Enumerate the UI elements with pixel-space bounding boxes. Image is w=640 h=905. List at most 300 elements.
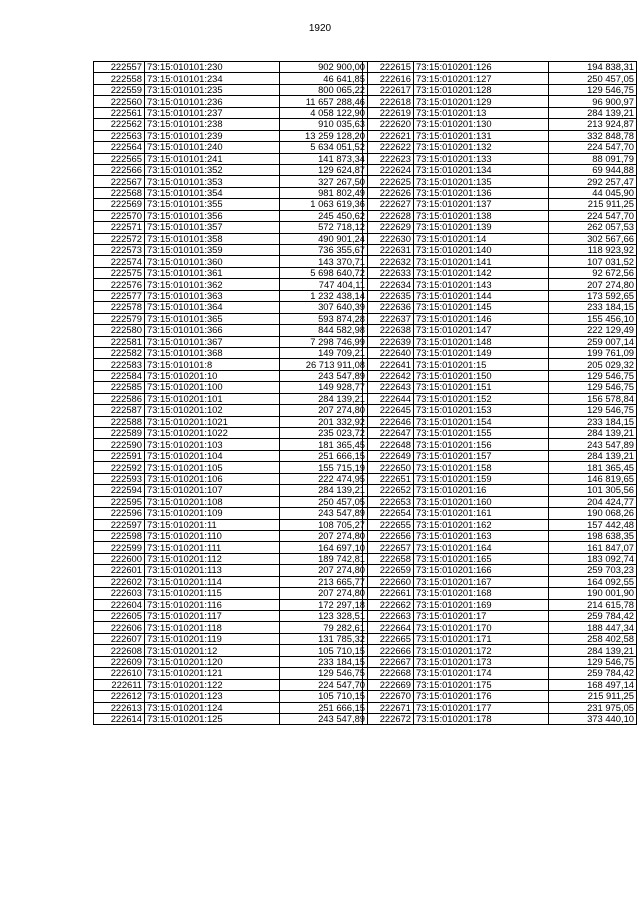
cadastral-number-cell: 73:15:010201:130 — [414, 119, 549, 130]
record-number-cell: 222613 — [94, 702, 145, 713]
record-number-cell: 222588 — [94, 416, 145, 427]
record-number-cell: 222640 — [363, 347, 414, 358]
cadastral-number-cell: 73:15:010201:1021 — [145, 416, 280, 427]
record-number-cell: 222578 — [94, 302, 145, 313]
cadastral-number-cell: 73:15:010201:115 — [145, 588, 280, 599]
record-number-cell: 222575 — [94, 267, 145, 278]
cadastral-number-cell: 73:15:010101:364 — [145, 302, 280, 313]
record-number-cell: 222633 — [363, 267, 414, 278]
record-number-cell: 222651 — [363, 473, 414, 484]
table-row — [94, 611, 368, 622]
value-cell: 207 274,80 — [280, 588, 368, 599]
table-row — [363, 656, 637, 667]
left-table — [93, 61, 368, 725]
table-row — [363, 508, 637, 519]
table-row — [363, 370, 637, 381]
value-cell: 129 546,75 — [549, 405, 637, 416]
cadastral-number-cell: 73:15:010201:173 — [414, 656, 549, 667]
record-number-cell: 222619 — [363, 107, 414, 118]
record-number-cell: 222636 — [363, 302, 414, 313]
cadastral-number-cell: 73:15:010201:167 — [414, 576, 549, 587]
table-row — [363, 96, 637, 107]
cadastral-number-cell: 73:15:010201:122 — [145, 679, 280, 690]
left-table-body — [94, 62, 368, 725]
table-row — [94, 290, 368, 301]
value-cell: 284 139,21 — [549, 450, 637, 461]
value-cell: 259 784,42 — [549, 611, 637, 622]
cadastral-number-cell: 73:15:010201:178 — [414, 713, 549, 724]
cadastral-number-cell: 73:15:010101:367 — [145, 336, 280, 347]
record-number-cell: 222652 — [363, 485, 414, 496]
table-row — [363, 142, 637, 153]
cadastral-number-cell: 73:15:010101:239 — [145, 130, 280, 141]
record-number-cell: 222660 — [363, 576, 414, 587]
cadastral-number-cell: 73:15:010201:163 — [414, 530, 549, 541]
cadastral-number-cell: 73:15:010201:116 — [145, 599, 280, 610]
record-number-cell: 222597 — [94, 519, 145, 530]
cadastral-number-cell: 73:15:010201:128 — [414, 84, 549, 95]
value-cell: 243 547,89 — [549, 439, 637, 450]
value-cell: 332 848,78 — [549, 130, 637, 141]
record-number-cell: 222615 — [363, 62, 414, 73]
value-cell: 243 547,89 — [280, 508, 368, 519]
value-cell: 243 547,89 — [280, 370, 368, 381]
table-row — [363, 611, 637, 622]
cadastral-number-cell: 73:15:010201:142 — [414, 267, 549, 278]
table-row — [94, 107, 368, 118]
cadastral-number-cell: 73:15:010201:129 — [414, 96, 549, 107]
value-cell: 129 546,75 — [549, 84, 637, 95]
cadastral-number-cell: 73:15:010101:358 — [145, 233, 280, 244]
cadastral-number-cell: 73:15:010201:164 — [414, 542, 549, 553]
record-number-cell: 222558 — [94, 73, 145, 84]
cadastral-number-cell: 73:15:010101:359 — [145, 245, 280, 256]
cadastral-number-cell: 73:15:010201:119 — [145, 633, 280, 644]
value-cell: 251 666,15 — [280, 702, 368, 713]
record-number-cell: 222643 — [363, 382, 414, 393]
value-cell: 101 305,56 — [549, 485, 637, 496]
cadastral-number-cell: 73:15:010201:118 — [145, 622, 280, 633]
table-row — [94, 245, 368, 256]
cadastral-number-cell: 73:15:010201:170 — [414, 622, 549, 633]
cadastral-number-cell: 73:15:010201:143 — [414, 279, 549, 290]
cadastral-number-cell: 73:15:010201:156 — [414, 439, 549, 450]
value-cell: 259 784,42 — [549, 668, 637, 679]
value-cell: 215 911,25 — [549, 199, 637, 210]
page-number: 1920 — [308, 23, 332, 34]
value-cell: 844 582,98 — [280, 325, 368, 336]
cadastral-number-cell: 73:15:010201:172 — [414, 645, 549, 656]
table-row — [94, 588, 368, 599]
table-row — [363, 416, 637, 427]
record-number-cell: 222569 — [94, 199, 145, 210]
cadastral-number-cell: 73:15:010201:126 — [414, 62, 549, 73]
cadastral-number-cell: 73:15:010101:356 — [145, 210, 280, 221]
cadastral-number-cell: 73:15:010201:169 — [414, 599, 549, 610]
table-row — [94, 691, 368, 702]
value-cell: 1 063 619,36 — [280, 199, 368, 210]
record-number-cell: 222642 — [363, 370, 414, 381]
cadastral-number-cell: 73:15:010201:1022 — [145, 428, 280, 439]
cadastral-number-cell: 73:15:010201:135 — [414, 176, 549, 187]
cadastral-number-cell: 73:15:010201:151 — [414, 382, 549, 393]
value-cell: 258 402,58 — [549, 633, 637, 644]
value-cell: 123 328,51 — [280, 611, 368, 622]
record-number-cell: 222672 — [363, 713, 414, 724]
table-row — [363, 199, 637, 210]
cadastral-number-cell: 73:15:010101:362 — [145, 279, 280, 290]
table-row — [363, 576, 637, 587]
record-number-cell: 222666 — [363, 645, 414, 656]
value-cell: 250 457,05 — [549, 73, 637, 84]
cadastral-number-cell: 73:15:010201:114 — [145, 576, 280, 587]
cadastral-number-cell: 73:15:010201:162 — [414, 519, 549, 530]
value-cell: 146 819,65 — [549, 473, 637, 484]
cadastral-number-cell: 73:15:010201:120 — [145, 656, 280, 667]
value-cell: 172 297,18 — [280, 599, 368, 610]
table-row — [363, 313, 637, 324]
table-row — [94, 702, 368, 713]
table-row — [363, 347, 637, 358]
table-row — [363, 210, 637, 221]
value-cell: 207 274,80 — [280, 565, 368, 576]
cadastral-number-cell: 73:15:010101:235 — [145, 84, 280, 95]
record-number-cell: 222638 — [363, 325, 414, 336]
record-number-cell: 222671 — [363, 702, 414, 713]
value-cell: 284 139,21 — [549, 107, 637, 118]
record-number-cell: 222601 — [94, 565, 145, 576]
table-row — [94, 519, 368, 530]
value-cell: 44 045,90 — [549, 187, 637, 198]
table-row — [94, 347, 368, 358]
record-number-cell: 222607 — [94, 633, 145, 644]
value-cell: 4 058 122,90 — [280, 107, 368, 118]
record-number-cell: 222650 — [363, 462, 414, 473]
table-row — [94, 313, 368, 324]
table-row — [363, 222, 637, 233]
table-row — [363, 462, 637, 473]
cadastral-number-cell: 73:15:010201:123 — [145, 691, 280, 702]
value-cell: 233 184,15 — [549, 416, 637, 427]
record-number-cell: 222659 — [363, 565, 414, 576]
table-row — [363, 668, 637, 679]
value-cell: 5 634 051,52 — [280, 142, 368, 153]
record-number-cell: 222559 — [94, 84, 145, 95]
value-cell: 96 900,97 — [549, 96, 637, 107]
record-number-cell: 222664 — [363, 622, 414, 633]
record-number-cell: 222608 — [94, 645, 145, 656]
record-number-cell: 222566 — [94, 164, 145, 175]
value-cell: 156 578,84 — [549, 393, 637, 404]
record-number-cell: 222644 — [363, 393, 414, 404]
table-row — [363, 542, 637, 553]
record-number-cell: 222590 — [94, 439, 145, 450]
table-row — [94, 565, 368, 576]
value-cell: 168 497,14 — [549, 679, 637, 690]
record-number-cell: 222606 — [94, 622, 145, 633]
record-number-cell: 222567 — [94, 176, 145, 187]
value-cell: 149 709,21 — [280, 347, 368, 358]
value-cell: 190 068,26 — [549, 508, 637, 519]
cadastral-number-cell: 73:15:010201:112 — [145, 553, 280, 564]
value-cell: 198 638,35 — [549, 530, 637, 541]
cadastral-number-cell: 73:15:010201:12 — [145, 645, 280, 656]
value-cell: 981 802,49 — [280, 187, 368, 198]
table-row — [94, 256, 368, 267]
record-number-cell: 222586 — [94, 393, 145, 404]
cadastral-number-cell: 73:15:010101:352 — [145, 164, 280, 175]
value-cell: 129 546,75 — [549, 370, 637, 381]
value-cell: 143 370,71 — [280, 256, 368, 267]
cadastral-number-cell: 73:15:010101:234 — [145, 73, 280, 84]
record-number-cell: 222587 — [94, 405, 145, 416]
table-row — [94, 473, 368, 484]
value-cell: 141 873,34 — [280, 153, 368, 164]
cadastral-number-cell: 73:15:010101:357 — [145, 222, 280, 233]
record-number-cell: 222653 — [363, 496, 414, 507]
record-number-cell: 222612 — [94, 691, 145, 702]
record-number-cell: 222605 — [94, 611, 145, 622]
cadastral-number-cell: 73:15:010201:107 — [145, 485, 280, 496]
cadastral-number-cell: 73:15:010101:241 — [145, 153, 280, 164]
table-row — [363, 325, 637, 336]
record-number-cell: 222581 — [94, 336, 145, 347]
table-row — [363, 359, 637, 370]
table-row — [363, 267, 637, 278]
table-row — [94, 530, 368, 541]
cadastral-number-cell: 73:15:010201:134 — [414, 164, 549, 175]
cadastral-number-cell: 73:15:010201:110 — [145, 530, 280, 541]
table-row — [363, 187, 637, 198]
record-number-cell: 222623 — [363, 153, 414, 164]
cadastral-number-cell: 73:15:010201:150 — [414, 370, 549, 381]
value-cell: 284 139,21 — [549, 645, 637, 656]
cadastral-number-cell: 73:15:010201:101 — [145, 393, 280, 404]
value-cell: 250 457,05 — [280, 496, 368, 507]
table-row — [363, 290, 637, 301]
cadastral-number-cell: 73:15:010201:17 — [414, 611, 549, 622]
value-cell: 157 442,48 — [549, 519, 637, 530]
table-row — [94, 279, 368, 290]
value-cell: 800 065,22 — [280, 84, 368, 95]
value-cell: 164 697,10 — [280, 542, 368, 553]
table-row — [363, 233, 637, 244]
value-cell: 149 928,77 — [280, 382, 368, 393]
table-row — [363, 73, 637, 84]
cadastral-number-cell: 73:15:010201:160 — [414, 496, 549, 507]
cadastral-number-cell: 73:15:010201:157 — [414, 450, 549, 461]
value-cell: 292 257,47 — [549, 176, 637, 187]
value-cell: 155 456,10 — [549, 313, 637, 324]
table-row — [363, 245, 637, 256]
record-number-cell: 222628 — [363, 210, 414, 221]
table-row — [363, 336, 637, 347]
value-cell: 164 092,55 — [549, 576, 637, 587]
table-row — [363, 450, 637, 461]
cadastral-number-cell: 73:15:010201:109 — [145, 508, 280, 519]
record-number-cell: 222649 — [363, 450, 414, 461]
record-number-cell: 222593 — [94, 473, 145, 484]
table-row — [94, 370, 368, 381]
cadastral-number-cell: 73:15:010201:100 — [145, 382, 280, 393]
cadastral-number-cell: 73:15:010201:132 — [414, 142, 549, 153]
table-row — [94, 508, 368, 519]
table-row — [363, 130, 637, 141]
value-cell: 213 924,87 — [549, 119, 637, 130]
table-row — [363, 519, 637, 530]
record-number-cell: 222585 — [94, 382, 145, 393]
table-row — [94, 645, 368, 656]
record-number-cell: 222624 — [363, 164, 414, 175]
cadastral-number-cell: 73:15:010201:138 — [414, 210, 549, 221]
table-row — [363, 713, 637, 724]
record-number-cell: 222591 — [94, 450, 145, 461]
record-number-cell: 222667 — [363, 656, 414, 667]
cadastral-number-cell: 73:15:010201:105 — [145, 462, 280, 473]
value-cell: 284 139,21 — [280, 485, 368, 496]
table-row — [94, 233, 368, 244]
table-row — [94, 84, 368, 95]
value-cell: 181 365,45 — [549, 462, 637, 473]
value-cell: 131 785,32 — [280, 633, 368, 644]
cadastral-number-cell: 73:15:010201:117 — [145, 611, 280, 622]
record-number-cell: 222596 — [94, 508, 145, 519]
table-row — [94, 222, 368, 233]
cadastral-number-cell: 73:15:010201:137 — [414, 199, 549, 210]
cadastral-number-cell: 73:15:010201:175 — [414, 679, 549, 690]
record-number-cell: 222598 — [94, 530, 145, 541]
table-row — [94, 142, 368, 153]
value-cell: 262 057,53 — [549, 222, 637, 233]
value-cell: 902 900,00 — [280, 62, 368, 73]
cadastral-number-cell: 73:15:010201:11 — [145, 519, 280, 530]
record-number-cell: 222563 — [94, 130, 145, 141]
table-row — [94, 62, 368, 73]
record-number-cell: 222577 — [94, 290, 145, 301]
value-cell: 199 761,09 — [549, 347, 637, 358]
record-number-cell: 222658 — [363, 553, 414, 564]
cadastral-number-cell: 73:15:010101:354 — [145, 187, 280, 198]
record-number-cell: 222622 — [363, 142, 414, 153]
table-row — [363, 393, 637, 404]
record-number-cell: 222635 — [363, 290, 414, 301]
record-number-cell: 222595 — [94, 496, 145, 507]
cadastral-number-cell: 73:15:010201:149 — [414, 347, 549, 358]
record-number-cell: 222625 — [363, 176, 414, 187]
record-number-cell: 222669 — [363, 679, 414, 690]
cadastral-number-cell: 73:15:010201:133 — [414, 153, 549, 164]
record-number-cell: 222582 — [94, 347, 145, 358]
value-cell: 214 615,78 — [549, 599, 637, 610]
value-cell: 92 672,56 — [549, 267, 637, 278]
cadastral-number-cell: 73:15:010201:10 — [145, 370, 280, 381]
value-cell: 26 713 911,08 — [280, 359, 368, 370]
value-cell: 222 129,49 — [549, 325, 637, 336]
table-row — [363, 473, 637, 484]
value-cell: 243 547,89 — [280, 713, 368, 724]
table-row — [363, 405, 637, 416]
value-cell: 173 592,65 — [549, 290, 637, 301]
record-number-cell: 222630 — [363, 233, 414, 244]
table-row — [363, 176, 637, 187]
value-cell: 183 092,74 — [549, 553, 637, 564]
value-cell: 207 274,80 — [280, 530, 368, 541]
record-number-cell: 222617 — [363, 84, 414, 95]
table-row — [94, 450, 368, 461]
cadastral-number-cell: 73:15:010201:158 — [414, 462, 549, 473]
cadastral-number-cell: 73:15:010101:366 — [145, 325, 280, 336]
value-cell: 118 923,92 — [549, 245, 637, 256]
right-table — [362, 61, 637, 725]
table-row — [94, 462, 368, 473]
table-row — [363, 84, 637, 95]
value-cell: 105 710,15 — [280, 645, 368, 656]
table-row — [94, 153, 368, 164]
table-row — [94, 439, 368, 450]
table-row — [94, 576, 368, 587]
record-number-cell: 222562 — [94, 119, 145, 130]
table-row — [363, 382, 637, 393]
value-cell: 251 666,15 — [280, 450, 368, 461]
record-number-cell: 222657 — [363, 542, 414, 553]
table-row — [363, 496, 637, 507]
table-row — [363, 530, 637, 541]
cadastral-number-cell: 73:15:010201:161 — [414, 508, 549, 519]
table-row — [363, 107, 637, 118]
record-number-cell: 222594 — [94, 485, 145, 496]
cadastral-number-cell: 73:15:010101:361 — [145, 267, 280, 278]
value-cell: 222 474,95 — [280, 473, 368, 484]
table-row — [363, 622, 637, 633]
cadastral-number-cell: 73:15:010201:14 — [414, 233, 549, 244]
cadastral-number-cell: 73:15:010201:174 — [414, 668, 549, 679]
table-row — [94, 382, 368, 393]
table-row — [94, 553, 368, 564]
value-cell: 233 184,15 — [549, 302, 637, 313]
right-table-body — [363, 62, 637, 725]
value-cell: 224 547,70 — [549, 142, 637, 153]
cadastral-number-cell: 73:15:010201:140 — [414, 245, 549, 256]
cadastral-number-cell: 73:15:010201:165 — [414, 553, 549, 564]
table-row — [363, 691, 637, 702]
value-cell: 13 259 128,20 — [280, 130, 368, 141]
value-cell: 105 710,15 — [280, 691, 368, 702]
cadastral-number-cell: 73:15:010201:103 — [145, 439, 280, 450]
value-cell: 284 139,21 — [549, 428, 637, 439]
value-cell: 201 332,92 — [280, 416, 368, 427]
table-row — [363, 645, 637, 656]
table-row — [363, 599, 637, 610]
table-row — [94, 622, 368, 633]
record-number-cell: 222647 — [363, 428, 414, 439]
cadastral-number-cell: 73:15:010201:131 — [414, 130, 549, 141]
value-cell: 593 874,28 — [280, 313, 368, 324]
table-row — [94, 130, 368, 141]
value-cell: 88 091,79 — [549, 153, 637, 164]
record-number-cell: 222670 — [363, 691, 414, 702]
value-cell: 213 665,77 — [280, 576, 368, 587]
cadastral-number-cell: 73:15:010201:147 — [414, 325, 549, 336]
cadastral-number-cell: 73:15:010101:365 — [145, 313, 280, 324]
cadastral-number-cell: 73:15:010201:141 — [414, 256, 549, 267]
value-cell: 284 139,21 — [280, 393, 368, 404]
record-number-cell: 222645 — [363, 405, 414, 416]
cadastral-number-cell: 73:15:010201:13 — [414, 107, 549, 118]
record-number-cell: 222655 — [363, 519, 414, 530]
value-cell: 233 184,15 — [280, 656, 368, 667]
value-cell: 235 023,72 — [280, 428, 368, 439]
value-cell: 245 450,62 — [280, 210, 368, 221]
